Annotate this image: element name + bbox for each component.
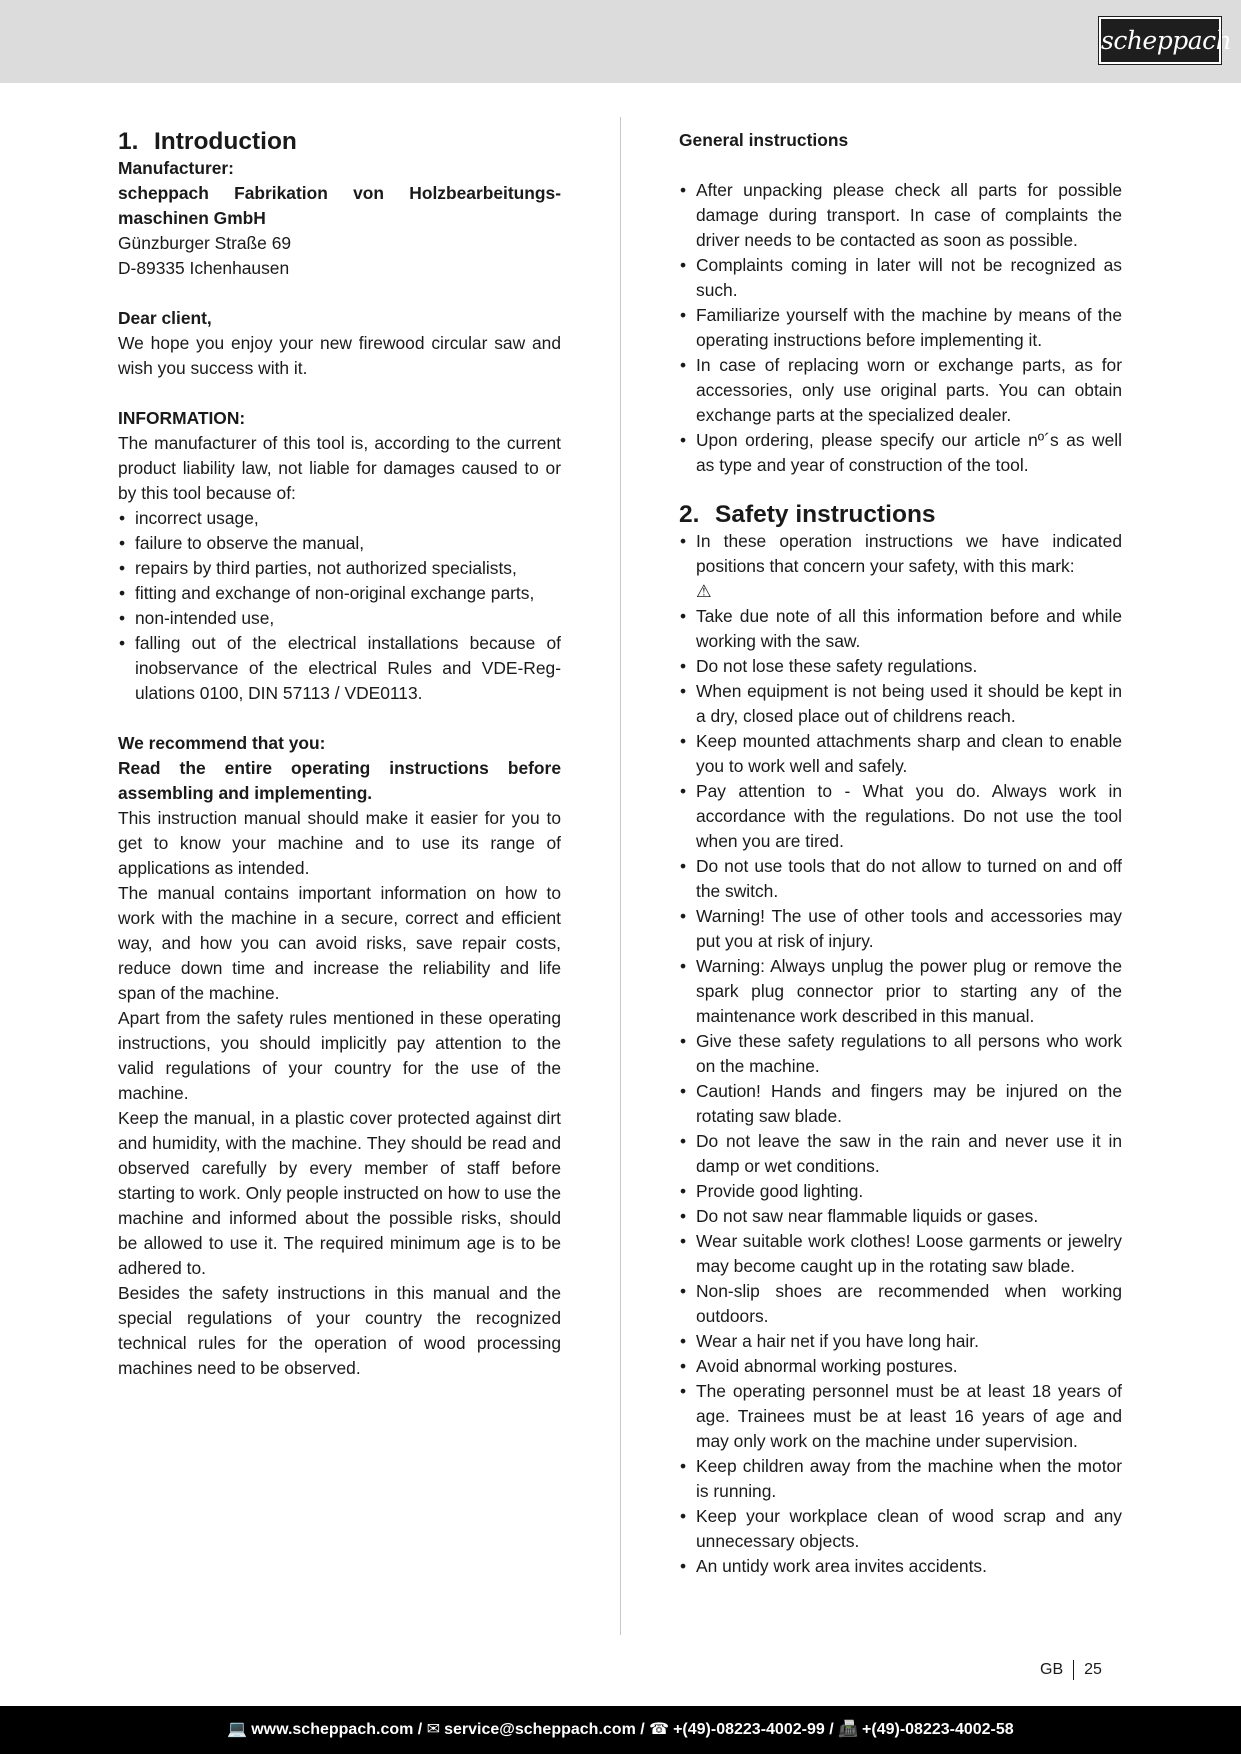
paragraph: The manual contains important information on how to work with the machine in a secure, correct and efficient way, and how you can avoid risks, save repair costs, reduce down time and increase the reliability and life span of the machine. <box>118 883 561 1003</box>
section-title-safety: 2. Safety instructions <box>679 501 936 528</box>
manufacturer-label: Manufacturer: <box>118 158 234 178</box>
information-label: INFORMATION: <box>118 408 246 428</box>
footer-email[interactable]: service@scheppach.com / <box>444 1721 645 1738</box>
fax-icon: 📠 <box>838 1721 859 1738</box>
list-item: • Take due note of all this information before and while working with the saw. <box>679 604 1122 654</box>
list-item: • Do not saw near flammable liquids or gases. <box>679 1204 1122 1229</box>
list-item: • Upon ordering, please specify our article nº´s as well as type and year of construction of the tool. <box>679 428 1122 478</box>
list-item: • In case of replacing worn or exchange parts, as for accessories, only use original parts. You can obtain exchange parts at the specialized dealer. <box>679 353 1122 428</box>
page-number: 25 <box>1084 1661 1102 1678</box>
manufacturer-city: D-89335 Ichenhausen <box>118 258 290 278</box>
list-item: • Provide good lighting. <box>679 1179 1122 1204</box>
right-column <box>679 128 1122 1579</box>
phone-icon: ☎ <box>649 1721 670 1738</box>
list-item: • Non-slip shoes are recommended when working outdoors. <box>679 1279 1122 1329</box>
list-item: • fitting and exchange of non-original exchange parts, <box>118 581 561 606</box>
paragraph: Apart from the safety rules mentioned in these operating instructions, you should implicitly pay attention to the valid regulations of your country for the use of the machine. <box>118 1008 561 1103</box>
list-item: • Warning: Always unplug the power plug or remove the spark plug connector prior to starting any of the maintenance work described in this manual. <box>679 954 1122 1029</box>
general-instructions-title: General instructions <box>679 130 849 150</box>
greeting-text: We hope you enjoy your new firewood circular saw and wish you success with it. <box>118 333 561 378</box>
list-item: • incorrect usage, <box>118 506 561 531</box>
liability-list <box>118 506 561 706</box>
column-divider <box>620 117 621 1635</box>
manufacturer-name: scheppach Fabrikation von Holzbearbeitungsmaschinen GmbH <box>118 183 561 228</box>
recommend-bold: Read the entire operating instructions before assembling and implementing. <box>118 758 561 803</box>
list-item: • Keep mounted attachments sharp and clean to enable you to work well and safely. <box>679 729 1122 779</box>
list-item: • Avoid abnormal working postures. <box>679 1354 1122 1379</box>
list-item: • falling out of the electrical installations because of inobservance of the electrical Rules and VDE-Regulations 0100, DIN 57113 / VDE0113. <box>118 631 561 706</box>
list-item: • repairs by third parties, not authorized specialists, <box>118 556 561 581</box>
list-item: • After unpacking please check all parts for possible damage during transport. In case of complaints the driver needs to be contacted as soon as possible. <box>679 178 1122 253</box>
language-code: GB <box>1040 1660 1074 1680</box>
list-item: • Pay attention to - What you do. Always work in accordance with the regulations. Do not use the tool when you are tired. <box>679 779 1122 854</box>
list-item: • Familiarize yourself with the machine by means of the operating instructions before implementing it. <box>679 303 1122 353</box>
list-item: • Do not lose these safety regulations. <box>679 654 1122 679</box>
list-item: • failure to observe the manual, <box>118 531 561 556</box>
list-item: • Wear a hair net if you have long hair. <box>679 1329 1122 1354</box>
mail-icon: ✉ <box>426 1721 441 1738</box>
information-text: The manufacturer of this tool is, according to the current product liability law, not liable for damages caused to or by this tool because of: <box>118 433 561 503</box>
paragraph: This instruction manual should make it easier for you to get to know your machine and to use its range of applications as intended. <box>118 808 561 878</box>
page-number-block <box>1040 1660 1102 1680</box>
greeting: Dear client, <box>118 308 212 328</box>
list-item: • Wear suitable work clothes! Loose garments or jewelry may become caught up in the rotating saw blade. <box>679 1229 1122 1279</box>
list-item: • Complaints coming in later will not be recognized as such. <box>679 253 1122 303</box>
list-item: • Caution! Hands and fingers may be injured on the rotating saw blade. <box>679 1079 1122 1129</box>
recommend-label: We recommend that you: <box>118 733 326 753</box>
list-item: • Keep children away from the machine when the motor is running. <box>679 1454 1122 1504</box>
computer-icon: 💻 <box>227 1721 248 1738</box>
list-item: • In these operation instructions we have indicated positions that concern your safety, with this mark: ⚠ <box>679 529 1122 604</box>
list-item: • Give these safety regulations to all persons who work on the machine. <box>679 1029 1122 1079</box>
section-title-introduction: 1. Introduction <box>118 128 297 155</box>
footer-fax: +(49)-08223-4002-58 <box>862 1721 1014 1738</box>
safety-instructions-list <box>679 529 1122 1579</box>
paragraph: Keep the manual, in a plastic cover protected against dirt and humidity, with the machine. They should be read and observed carefully by every member of staff before starting to work. Only people instructed on how to use the machine and informed about the possible risks, should be allowed to use it. The required minimum age is to be adhered to. <box>118 1108 561 1278</box>
header-band <box>0 0 1241 83</box>
warning-icon: ⚠ <box>696 581 712 601</box>
manufacturer-street: Günzburger Straße 69 <box>118 233 292 253</box>
list-item: • Keep your workplace clean of wood scrap and any unnecessary objects. <box>679 1504 1122 1554</box>
list-item: • An untidy work area invites accidents. <box>679 1554 1122 1579</box>
left-column <box>118 128 561 1381</box>
scheppach-logo: scheppach <box>1099 17 1221 64</box>
footer-website[interactable]: www.scheppach.com / <box>251 1721 423 1738</box>
list-item: • The operating personnel must be at least 18 years of age. Trainees must be at least 16 years of age and may only work on the machine under supervision. <box>679 1379 1122 1454</box>
footer-phone: +(49)-08223-4002-99 / <box>673 1721 834 1738</box>
contact-footer <box>0 1706 1241 1754</box>
list-item: • non-intended use, <box>118 606 561 631</box>
general-instructions-list <box>679 178 1122 478</box>
list-item: • Warning! The use of other tools and accessories may put you at risk of injury. <box>679 904 1122 954</box>
list-item: • Do not use tools that do not allow to turned on and off the switch. <box>679 854 1122 904</box>
list-item: • When equipment is not being used it should be kept in a dry, closed place out of childrens reach. <box>679 679 1122 729</box>
paragraph: Besides the safety instructions in this manual and the special regulations of your country the recognized technical rules for the operation of wood processing machines need to be observed. <box>118 1283 561 1378</box>
list-item: • Do not leave the saw in the rain and never use it in damp or wet conditions. <box>679 1129 1122 1179</box>
